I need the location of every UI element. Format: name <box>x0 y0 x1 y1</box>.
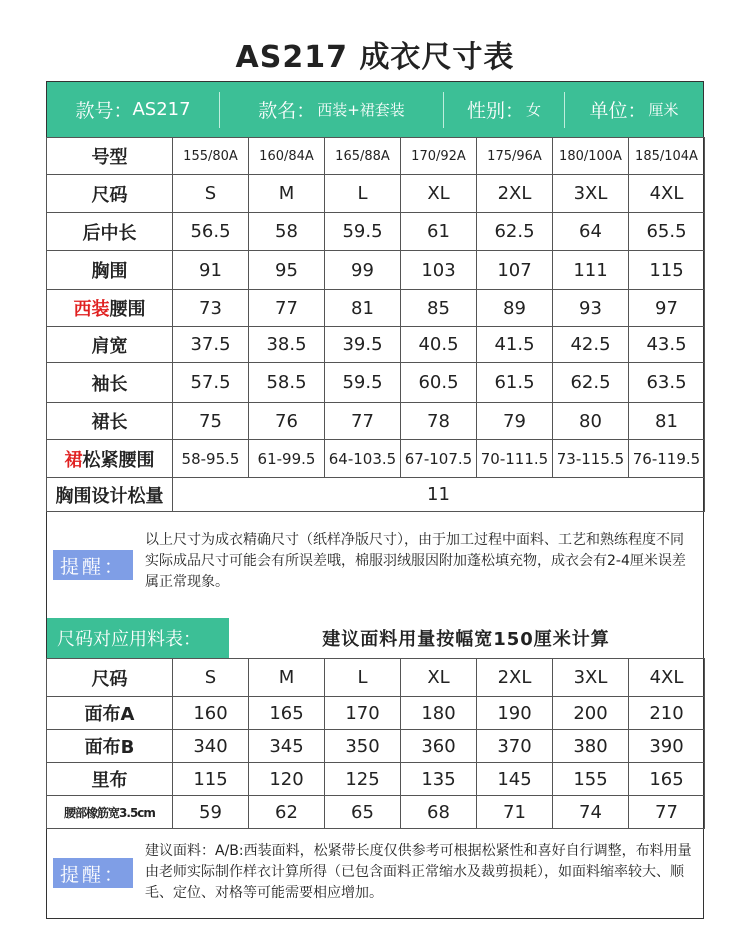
table-cell: 59.5 <box>325 213 401 251</box>
gender-cell <box>444 82 564 137</box>
table-cell: 180/100A <box>553 138 629 175</box>
row-label: 里布 <box>47 763 173 796</box>
table-cell: 89 <box>477 290 553 327</box>
table-cell: 40.5 <box>401 327 477 363</box>
fabric-reminder-tag: 提醒： <box>53 858 133 888</box>
table-cell: 2XL <box>477 175 553 213</box>
table-cell: 3XL <box>553 175 629 213</box>
table-cell: 370 <box>477 730 553 763</box>
row-label: 尺码 <box>47 659 173 697</box>
table-cell: 38.5 <box>249 327 325 363</box>
table-cell: 120 <box>249 763 325 796</box>
table-cell: 95 <box>249 251 325 290</box>
table-cell: 175/96A <box>477 138 553 175</box>
table-cell: 58-95.5 <box>173 440 249 478</box>
table-cell: L <box>325 175 401 213</box>
reminder-text: 以上尺寸为成衣精确尺寸（纸样净版尺寸），由于加工过程中面料、工艺和熟练程度不同实际成品尺寸可能会有所误差哦，棉服羽绒服因附加蓬松填充物，成衣会有2-4厘米误差属正常现象。 <box>145 532 686 590</box>
row-label: 腰部橡筋宽3.5cm <box>47 796 173 829</box>
table-cell: 60.5 <box>401 363 477 403</box>
row-label: 胸围 <box>47 251 173 290</box>
table-row <box>47 363 705 403</box>
table-cell: 77 <box>249 290 325 327</box>
table-row <box>47 213 705 251</box>
table-cell: 39.5 <box>325 327 401 363</box>
table-cell: 125 <box>325 763 401 796</box>
row-label <box>47 290 173 327</box>
table-cell: 170 <box>325 697 401 730</box>
table-cell: 115 <box>173 763 249 796</box>
row-label: 肩宽 <box>47 327 173 363</box>
fabric-reminder-text: 建议面料：A/B:西装面料，松紧带长度仅供参考可根据松紧性和喜好自行调整，布料用量由老师实际制作样衣计算所得（已包含面料正常缩水及裁剪损耗），如面料缩率较大、顺毛、定位、对格等可能需要相应增加。 <box>145 843 692 901</box>
table-cell: 71 <box>477 796 553 829</box>
table-cell: XL <box>401 175 477 213</box>
info-header <box>47 82 703 137</box>
table-row <box>47 763 705 796</box>
table-cell: 190 <box>477 697 553 730</box>
table-row <box>47 659 705 697</box>
table-cell: 73-115.5 <box>553 440 629 478</box>
row-label: 裙长 <box>47 403 173 440</box>
size-chart-frame <box>46 81 704 919</box>
style-name-cell <box>220 82 443 137</box>
table-cell: 350 <box>325 730 401 763</box>
table-cell: 42.5 <box>553 327 629 363</box>
table-cell: 74 <box>553 796 629 829</box>
table-cell: 170/92A <box>401 138 477 175</box>
table-row <box>47 138 705 175</box>
table-row <box>47 730 705 763</box>
table-cell: 160/84A <box>249 138 325 175</box>
table-cell: 180 <box>401 697 477 730</box>
table-cell: 65 <box>325 796 401 829</box>
table-cell: XL <box>401 659 477 697</box>
table-cell: 2XL <box>477 659 553 697</box>
table-cell: 200 <box>553 697 629 730</box>
table-cell: 185/104A <box>629 138 705 175</box>
unit-value: 厘米 <box>648 101 679 119</box>
table-cell: 4XL <box>629 175 705 213</box>
table-cell: 61 <box>401 213 477 251</box>
table-cell: 68 <box>401 796 477 829</box>
table-cell: 77 <box>629 796 705 829</box>
reminder-note <box>47 512 703 618</box>
table-cell: 103 <box>401 251 477 290</box>
style-no-cell <box>47 82 219 137</box>
row-label <box>47 440 173 478</box>
reminder-tag: 提醒： <box>53 550 133 580</box>
table-cell: 64-103.5 <box>325 440 401 478</box>
table-cell: 80 <box>553 403 629 440</box>
table-cell: 37.5 <box>173 327 249 363</box>
table-cell: 93 <box>553 290 629 327</box>
table-cell: 77 <box>325 403 401 440</box>
page-title: AS217 成衣尺寸表 <box>235 40 515 75</box>
fabric-calc-note: 建议面料用量按幅宽150厘米计算 <box>322 629 610 650</box>
table-cell: 390 <box>629 730 705 763</box>
table-row <box>47 796 705 829</box>
table-cell: 99 <box>325 251 401 290</box>
table-cell: 62 <box>249 796 325 829</box>
row-label: 后中长 <box>47 213 173 251</box>
table-cell: 135 <box>401 763 477 796</box>
table-cell: 360 <box>401 730 477 763</box>
table-cell: 81 <box>325 290 401 327</box>
table-cell: 165/88A <box>325 138 401 175</box>
table-row <box>47 175 705 213</box>
ease-value: 11 <box>173 478 705 512</box>
row-label: 尺码 <box>47 175 173 213</box>
table-cell: 73 <box>173 290 249 327</box>
table-cell: S <box>173 175 249 213</box>
table-cell: 62.5 <box>477 213 553 251</box>
table-cell: 58 <box>249 213 325 251</box>
table-cell: 41.5 <box>477 327 553 363</box>
table-cell: 107 <box>477 251 553 290</box>
row-label: 袖长 <box>47 363 173 403</box>
table-cell: 4XL <box>629 659 705 697</box>
table-cell: 165 <box>249 697 325 730</box>
ease-label: 胸围设计松量 <box>47 478 173 512</box>
table-row <box>47 478 705 512</box>
table-cell: 345 <box>249 730 325 763</box>
gender-value: 女 <box>526 101 542 119</box>
row-label: 面布B <box>47 730 173 763</box>
table-cell: 76-119.5 <box>629 440 705 478</box>
style-name-value: 西装+裙套装 <box>317 101 405 119</box>
table-cell: 65.5 <box>629 213 705 251</box>
table-cell: 3XL <box>553 659 629 697</box>
row-label-highlight: 裙 <box>64 449 83 471</box>
style-name-label: 款名： <box>258 100 316 122</box>
unit-label: 单位： <box>589 100 647 122</box>
table-cell: 380 <box>553 730 629 763</box>
table-cell: 61.5 <box>477 363 553 403</box>
table-row <box>47 403 705 440</box>
table-cell: 79 <box>477 403 553 440</box>
table-cell: 85 <box>401 290 477 327</box>
table-row <box>47 290 705 327</box>
fabric-reminder-note <box>47 828 703 918</box>
table-cell: 111 <box>553 251 629 290</box>
size-table <box>46 137 705 512</box>
table-cell: 155 <box>553 763 629 796</box>
table-cell: 155/80A <box>173 138 249 175</box>
table-cell: 160 <box>173 697 249 730</box>
table-cell: 115 <box>629 251 705 290</box>
table-cell: 59.5 <box>325 363 401 403</box>
row-label-text: 松紧腰围 <box>82 449 155 471</box>
table-cell: 59 <box>173 796 249 829</box>
table-cell: 81 <box>629 403 705 440</box>
table-cell: 70-111.5 <box>477 440 553 478</box>
table-row <box>47 327 705 363</box>
gender-label: 性别： <box>466 100 524 122</box>
row-label-text: 腰围 <box>109 299 146 320</box>
table-cell: 64 <box>553 213 629 251</box>
table-cell: 57.5 <box>173 363 249 403</box>
table-cell: 58.5 <box>249 363 325 403</box>
table-cell: S <box>173 659 249 697</box>
table-cell: 75 <box>173 403 249 440</box>
table-cell: 62.5 <box>553 363 629 403</box>
table-cell: 145 <box>477 763 553 796</box>
table-cell: 340 <box>173 730 249 763</box>
table-row <box>47 697 705 730</box>
table-cell: 91 <box>173 251 249 290</box>
table-cell: M <box>249 659 325 697</box>
table-cell: 61-99.5 <box>249 440 325 478</box>
table-cell: 165 <box>629 763 705 796</box>
row-label: 面布A <box>47 697 173 730</box>
row-label-highlight: 西装 <box>73 299 110 320</box>
table-cell: 97 <box>629 290 705 327</box>
table-row <box>47 251 705 290</box>
table-cell: 78 <box>401 403 477 440</box>
table-cell: 43.5 <box>629 327 705 363</box>
row-label: 号型 <box>47 138 173 175</box>
table-row <box>47 440 705 478</box>
fabric-section-title: 尺码对应用料表： <box>47 618 229 658</box>
table-cell: M <box>249 175 325 213</box>
table-cell: 210 <box>629 697 705 730</box>
style-no-label: 款号： <box>75 100 133 122</box>
table-cell: 67-107.5 <box>401 440 477 478</box>
unit-cell <box>565 82 703 137</box>
style-no-value: AS217 <box>132 99 191 120</box>
table-cell: 63.5 <box>629 363 705 403</box>
table-cell: 76 <box>249 403 325 440</box>
fabric-section-header <box>47 618 703 658</box>
fabric-table <box>46 658 705 829</box>
table-cell: L <box>325 659 401 697</box>
table-cell: 56.5 <box>173 213 249 251</box>
